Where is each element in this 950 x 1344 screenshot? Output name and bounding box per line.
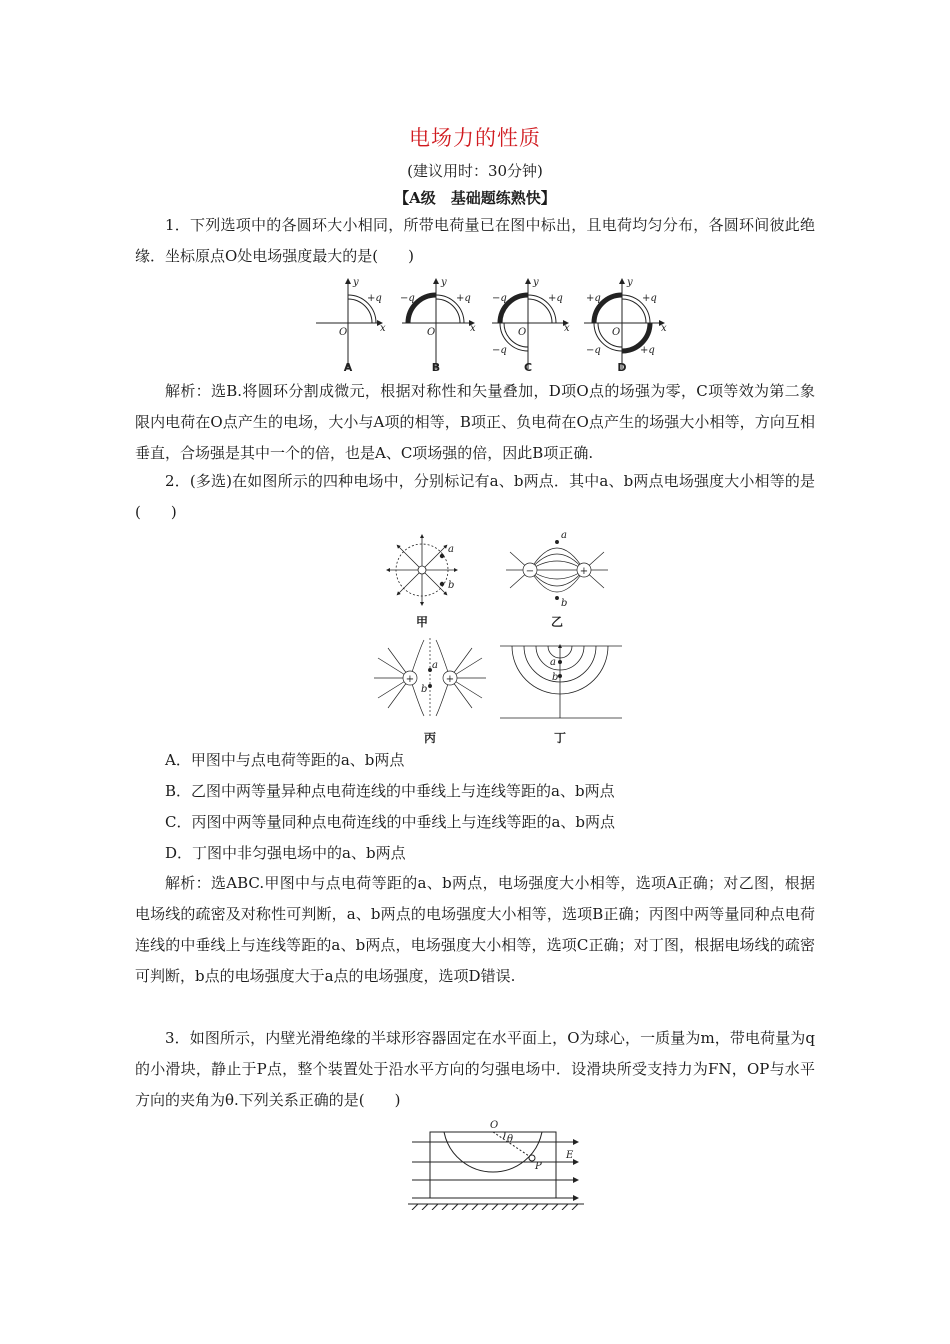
point-a-label: a	[550, 657, 556, 668]
positive-charge-symbol: +	[445, 674, 455, 685]
figure-ding	[500, 646, 622, 718]
positive-charge-symbol: +	[405, 674, 415, 685]
point-b-label: b	[552, 672, 559, 683]
question-2-option-c: C．丙图中两等量同种点电荷连线的中垂线上与连线等距的a、b两点	[165, 813, 616, 831]
option-b-label: B	[431, 361, 441, 374]
question-2-option-a: A．甲图中与点电荷等距的a、b两点	[165, 751, 405, 769]
question-2-option-d: D．丁图中非匀强电场中的a、b两点	[165, 844, 406, 862]
page-title: 电场力的性质	[409, 126, 541, 150]
point-b-label: b	[421, 684, 428, 695]
option-d-diagram	[584, 277, 667, 374]
origin-label: O	[339, 327, 348, 338]
question-2-figure	[370, 530, 640, 745]
point-p-label: P	[535, 1161, 542, 1172]
question-1-figure	[312, 273, 672, 375]
charge-label: +q	[640, 345, 655, 356]
center-label: O	[490, 1120, 499, 1131]
option-a-diagram	[316, 277, 386, 374]
origin-label: O	[427, 327, 436, 338]
charge-label: −q	[400, 293, 415, 304]
option-a-label: A	[343, 361, 353, 374]
negative-charge-symbol: −	[525, 566, 535, 577]
option-b-diagram	[400, 277, 476, 374]
point-a-label: a	[561, 530, 567, 541]
point-a-label: a	[448, 544, 454, 555]
charge-label: +q	[586, 293, 601, 304]
axis-x-label: x	[470, 323, 476, 334]
figure-jia	[388, 536, 456, 604]
figure-bing-label: 丙	[423, 731, 437, 745]
positive-charge-symbol: +	[579, 566, 589, 577]
figure-yi-label: 乙	[550, 615, 564, 629]
charge-label: +q	[548, 293, 563, 304]
question-1-analysis: 解析：选B.将圆环分割成微元，根据对称性和矢量叠加，D项O点的场强为零，C项等效为第二象限内电荷在O点产生的电场，大小与A项的相等，B项正、负电荷在O点产生的场强大小相等，方向互相垂直，合场强是其中一个的倍，也是A、C项场强的倍，因此B项正确.	[135, 382, 815, 462]
option-d-label: D	[617, 361, 627, 374]
page-subtitle: (建议用时：30分钟)	[407, 162, 543, 180]
axis-y-label: y	[533, 277, 539, 288]
charge-label: −q	[492, 345, 507, 356]
question-3-text: 3．如图所示，内壁光滑绝缘的半球形容器固定在水平面上，O为球心，一质量为m，带电荷量为q的小滑块，静止于P点，整个装置处于沿水平方向的匀强电场中．设滑块所受支持力为FN，OP与水平方向的夹角为θ.下列关系正确的是( )	[135, 1029, 815, 1109]
axis-x-label: x	[564, 323, 570, 334]
option-c-diagram	[492, 277, 570, 374]
axis-x-label: x	[661, 323, 667, 334]
axis-y-label: y	[627, 277, 633, 288]
origin-label: O	[518, 327, 527, 338]
angle-label: θ	[507, 1134, 514, 1145]
axis-y-label: y	[353, 277, 359, 288]
field-e-label: E	[566, 1150, 574, 1161]
point-b-label: b	[561, 598, 568, 609]
question-2-text: 2．(多选)在如图所示的四种电场中，分别标记有a、b两点．其中a、b两点电场强度大小相等的是( )	[135, 472, 815, 521]
axis-y-label: y	[441, 277, 447, 288]
charge-label: −q	[586, 345, 601, 356]
charge-label: +q	[642, 293, 657, 304]
charge-label: +q	[456, 293, 471, 304]
origin-label: O	[612, 327, 621, 338]
point-b-label: b	[448, 580, 455, 591]
question-3-figure	[408, 1118, 584, 1210]
point-a-label: a	[432, 660, 438, 671]
option-c-label: C	[523, 361, 533, 374]
question-1-text: 1．下列选项中的各圆环大小相同，所带电荷量已在图中标出，且电荷均匀分布，各圆环间彼此绝缘．坐标原点O处电场强度最大的是( )	[135, 216, 815, 265]
charge-label: −q	[492, 293, 507, 304]
axis-x-label: x	[380, 323, 386, 334]
question-2-analysis: 解析：选ABC.甲图中与点电荷等距的a、b两点，电场强度大小相等，选项A正确；对乙图，根据电场线的疏密及对称性可判断，a、b两点的电场强度大小相等，选项B正确；丙图中两等量同种点电荷连线的中垂线上与连线等距的a、b两点，电场强度大小相等，选项C正确；对丁图，根据电场线的疏密可判断，b点的电场强度大于a点的电场强度，选项D错误.	[135, 874, 815, 985]
figure-bing	[374, 638, 486, 718]
charge-label: +q	[367, 293, 382, 304]
figure-ding-label: 丁	[553, 731, 567, 745]
question-2-option-b: B．乙图中两等量异种点电荷连线的中垂线上与连线等距的a、b两点	[165, 782, 615, 800]
section-heading: 【A级 基础题练熟快】	[394, 189, 556, 207]
figure-yi	[506, 540, 608, 599]
figure-jia-label: 甲	[415, 615, 429, 629]
